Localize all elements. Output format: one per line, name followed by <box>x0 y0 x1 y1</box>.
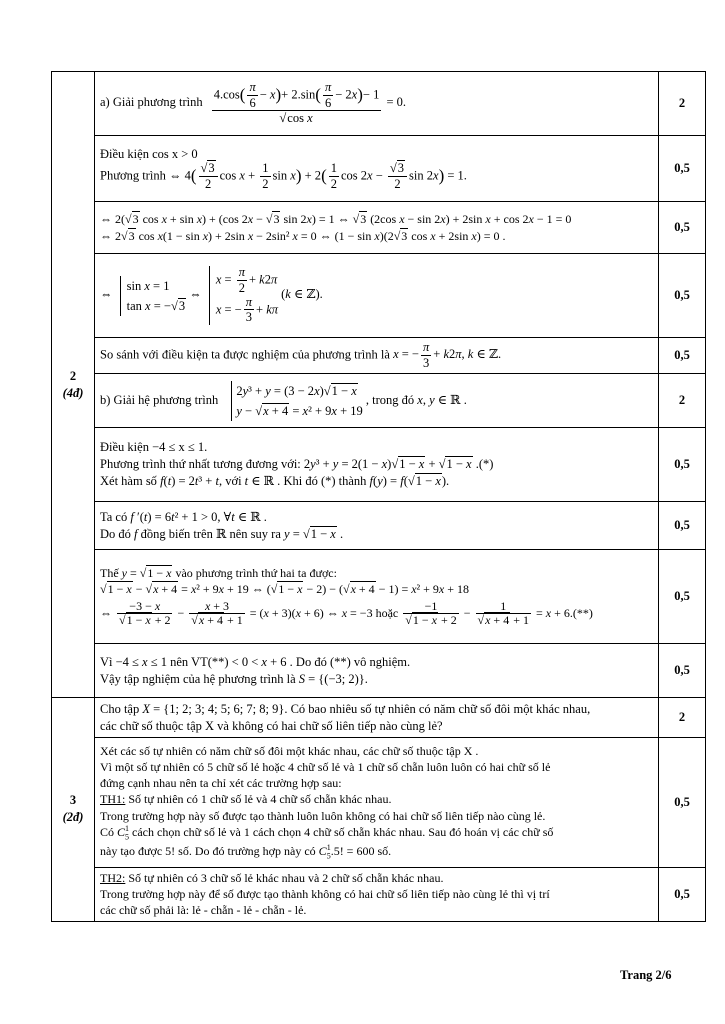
text-label: với <box>225 473 242 488</box>
score-cell: 0,5 <box>659 868 706 922</box>
table-row <box>52 338 706 374</box>
text-label: vô nghiệm. <box>353 654 411 669</box>
row-content <box>95 136 659 202</box>
text-label: thành <box>338 473 367 488</box>
score-cell: 0,5 <box>659 502 706 550</box>
table-row <box>52 502 706 550</box>
page-number: Trang 2/6 <box>620 968 672 982</box>
text-label: Cho tập <box>100 701 140 716</box>
equation-line: Thế y = √1 − x vào phương trình thứ hai ta được: <box>100 565 337 580</box>
equation-line: ⇔ 2√3 cos x(1 − sin x) + 2sin x − 2sin² x = 0 ⇔ (1 − sin x)(2√3 cos x + 2sin x) = 0 . <box>100 228 506 243</box>
table-row <box>52 868 706 922</box>
score-cell: 0,5 <box>659 738 706 868</box>
table-row <box>52 428 706 502</box>
text-line: này tạo được 5! số. Do đó trường hợp này có $C_5^1.5$! = 600 số. <box>100 842 392 861</box>
question-3-cell <box>52 698 95 922</box>
row-content <box>95 338 659 374</box>
text-label: nên VT <box>170 654 208 669</box>
text-label: Số tự nhiên có 1 chữ số lẻ và 4 chữ số chẵn khác nhau. <box>128 792 392 807</box>
text-label: đồng biến trên <box>140 526 213 541</box>
equation-line: Xét hàm số f(t) = 2t³ + t, với t ∈ ℝ . Khi đó (*) thành f(y) = f(√1 − x). <box>100 473 450 488</box>
text-label: Có <box>100 824 115 839</box>
row-content <box>95 202 659 254</box>
equation-line: Vì −4 ≤ x ≤ 1 nên VT(**) < 0 < x + 6 . Do đó (**) vô nghiệm. <box>100 654 411 669</box>
table-row <box>52 136 706 202</box>
table-row <box>52 254 706 338</box>
text-line: Vì một số tự nhiên có 5 chữ số lẻ hoặc 4 chữ số lẻ và 1 chữ số chẵn luôn luôn có hai chữ số lẻ <box>100 760 551 775</box>
question-points: (4đ) <box>62 385 84 400</box>
row-content <box>95 868 659 922</box>
score-cell: 0,5 <box>659 428 706 502</box>
text-line: các chữ số thuộc tập X và không có hai chữ số liên tiếp nào cùng lẻ? <box>100 718 443 733</box>
equation-line: Ta có f ′(t) = 6t² + 1 > 0, ∀t ∈ ℝ . <box>100 509 267 524</box>
score-cell: 2 <box>659 72 706 136</box>
equation-line: Vậy tập nghiệm của hệ phương trình là S = {(−3; 2)}. <box>100 671 368 686</box>
equation-block: ⇔ sin x = 1 tan x = −√3 ⇔ x = $\frac{\pi}{2}$ + k2π x = − $\frac{\pi}{3}$ + kπ (k ∈ ℤ). <box>100 265 323 325</box>
text-label: Do đó <box>100 526 131 541</box>
text-line: Điều kiện cos x > 0 <box>100 146 198 161</box>
question-points: (2đ) <box>62 810 84 825</box>
text-label: Số tự nhiên có 3 chữ số lẻ khác nhau và 2 chữ số chẵn khác nhau. <box>128 871 444 885</box>
table-row <box>52 72 706 136</box>
text-label: Phương trình thứ nhất tương đương với: <box>100 457 301 472</box>
score-cell: 2 <box>659 374 706 428</box>
score-cell: 0,5 <box>659 202 706 254</box>
text-label: Xét hàm số <box>100 473 157 488</box>
row-content <box>95 644 659 698</box>
text-label: vào phương trình thứ hai ta được: <box>175 565 337 580</box>
system-of-equations: 2y³ + y = (3 − 2x)√1 − x y − √x + 4 = x² + 9x + 19 <box>225 381 362 421</box>
text-label: Khi đó <box>283 473 318 488</box>
text-label: Thế <box>100 565 119 580</box>
table-row <box>52 374 706 428</box>
text-label: . Có bao nhiêu số tự nhiên có năm chữ số đôi một khác nhau, <box>284 701 591 716</box>
text-line: đứng cạnh nhau nên ta chỉ xét các trường hợp sau: <box>100 776 342 791</box>
score-cell: 0,5 <box>659 254 706 338</box>
text-line: Trong trường hợp này số được tạo thành luôn luôn không có hai chữ số liên tiếp nào cùng lẻ. <box>100 808 546 823</box>
table-row <box>52 698 706 738</box>
equation-line: ⇔ 2(√3 cos x + sin x) + (cos 2x − √3 sin 2x) = 1 ⇔ √3 (2cos x − sin 2x) + 2sin x + cos 2x − 1 = 0 <box>100 212 572 227</box>
text-line <box>100 791 653 807</box>
text-label: nên suy ra <box>229 526 281 541</box>
text-line: các chữ số phải là: lẻ - chẵn - lẻ - chẵn - lẻ. <box>100 903 307 918</box>
text-line: So sánh với điều kiện ta được nghiệm của phương trình là <box>100 347 390 362</box>
text-line <box>100 870 653 886</box>
question-number: 2 <box>69 368 77 383</box>
text-label: số. <box>377 843 392 858</box>
row-content <box>95 738 659 868</box>
text-label: Vậy tập nghiệm của hệ phương trình là <box>100 671 296 686</box>
row-content <box>95 698 659 738</box>
row-content <box>95 502 659 550</box>
score-cell: 0,5 <box>659 550 706 644</box>
score-cell: 0,5 <box>659 338 706 374</box>
row-label: b) Giải hệ phương trình <box>100 392 219 407</box>
text-label: Do đó <box>295 654 327 669</box>
case-label: TH2: <box>100 871 126 885</box>
solution-formula: x = − $\frac{\pi}{3}$ + k2π, k ∈ ℤ. <box>393 339 502 370</box>
text-line: Có $C_5^1$ cách chọn chữ số lẻ và 1 cách chọn 4 chữ số chẵn khác nhau. Sau đó hoán vị các chữ số <box>100 823 554 842</box>
score-cell: 2 <box>659 698 706 738</box>
row-content <box>95 428 659 502</box>
question-2-cell <box>52 72 95 698</box>
text-line: Cho tập X = {1; 2; 3; 4; 5; 6; 7; 8; 9}. Có bao nhiêu số tự nhiên có năm chữ số đôi một khác nhau, <box>100 701 591 716</box>
row-label: a) Giải phương trình <box>100 95 203 110</box>
row-content: b) Giải hệ phương trình 2y³ + y = (3 − 2x)√1 − x y − √x + 4 = x² + 9x + 19 , trong đó x, y ∈ ℝ . <box>95 374 659 428</box>
text-after: , trong đó <box>365 392 415 407</box>
row-content: a) Giải phương trình 4.cos( $\frac{\pi}{6}$ − x)+ 2.sin( $\frac{\pi}{6}$ − 2x)− 1 √cos x = 0. <box>95 72 659 136</box>
equation-line: ⇔ $\frac{-3 - x}{√1 - x + 2}$ − $\frac{x + 3}{√x + 4 + 1}$ = (x + 3)(x + 6) ⇔ x = −3 hoặc $\frac{-1}{√1 - x + 2}$ − $\frac{1}{√x + 4 + 1}$ = x + 6.(**) <box>100 599 593 628</box>
text-label: này tạo được 5! số. Do đó trường hợp này có <box>100 843 316 858</box>
equation-line: Do đó f đồng biến trên ℝ nên suy ra y = √1 − x . <box>100 526 344 541</box>
text-label: Ta có <box>100 509 128 524</box>
row-content <box>95 254 659 338</box>
text-label: hoặc <box>375 605 399 620</box>
table-row <box>52 738 706 868</box>
row-content <box>95 550 659 644</box>
table-row <box>52 550 706 644</box>
equation-line: Phương trình ⇔ 4( $\frac{√3}{2}$ cos x + $\frac{1}{2}$ sin x) + 2( $\frac{1}{2}$ cos 2x − $\frac{√3}{2}$ sin 2x) = 1. <box>100 161 467 192</box>
text-line: Xét các số tự nhiên có năm chữ số đôi một khác nhau, các chữ số thuộc tập X . <box>100 743 479 758</box>
text-line: Điều kiện −4 ≤ x ≤ 1. <box>100 440 208 455</box>
equation-line: √1 − x − √x + 4 = x² + 9x + 19 ⇔ (√1 − x − 2) − (√x + 4 − 1) = x² + 9x + 18 <box>100 582 470 596</box>
equation-fraction: 4.cos( $\frac{\pi}{6}$ − x)+ 2.sin( $\frac{\pi}{6}$ − 2x)− 1 √cos x <box>213 80 380 126</box>
score-cell: 0,5 <box>659 644 706 698</box>
equation-line: Phương trình thứ nhất tương đương với: 2y³ + y = 2(1 − x)√1 − x + √1 − x .(*) <box>100 457 494 472</box>
text-line: Trong trường hợp này để số được tạo thành không có hai chữ số liên tiếp nào cùng lẻ thì vị trí <box>100 887 550 902</box>
text-label: cách chọn chữ số lẻ và 1 cách chọn 4 chữ số chẵn khác nhau. Sau đó hoán vị các chữ số <box>132 824 554 839</box>
table-row <box>52 202 706 254</box>
case-label: TH1: <box>100 792 126 807</box>
text-label: Vì <box>100 654 113 669</box>
text-label: Phương trình ⇔ <box>100 168 182 183</box>
table-row <box>52 644 706 698</box>
question-number: 3 <box>69 793 77 808</box>
score-cell: 0,5 <box>659 136 706 202</box>
answer-table <box>51 71 706 922</box>
